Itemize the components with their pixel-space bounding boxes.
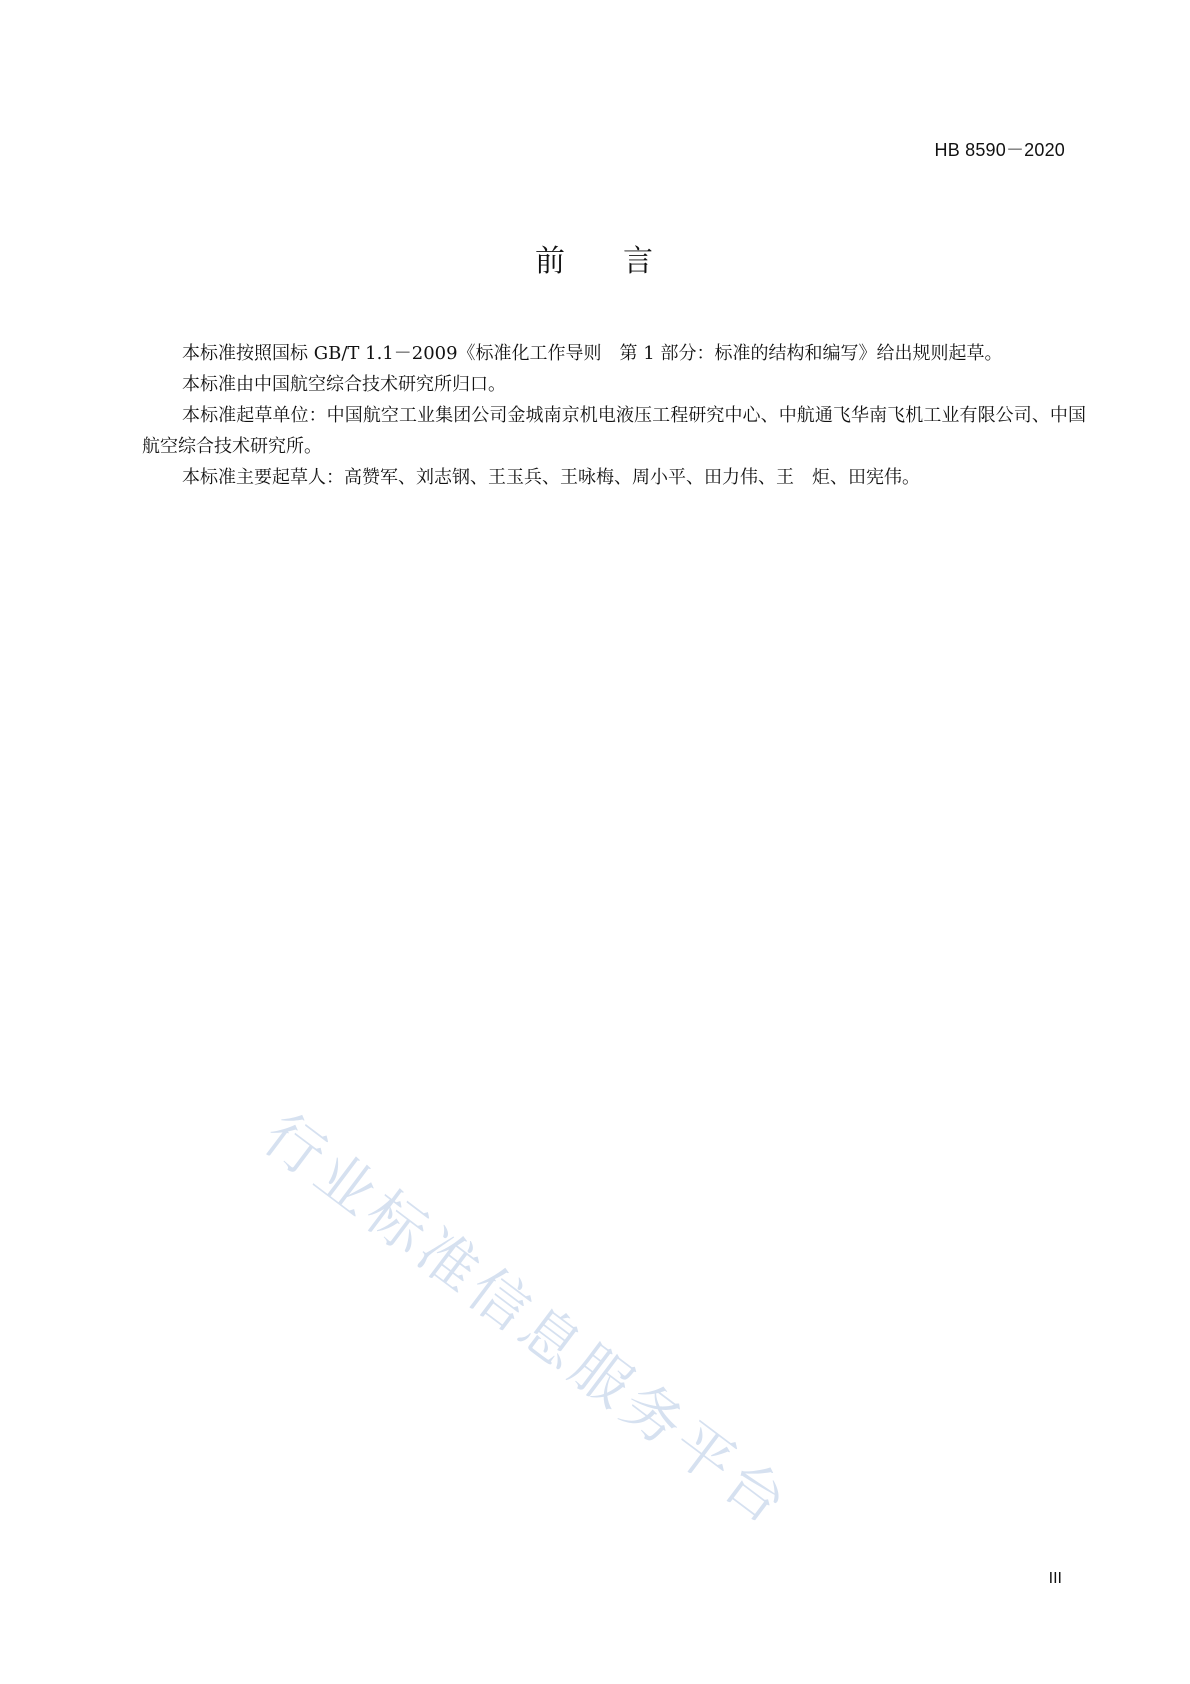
page-number: III — [1048, 1570, 1062, 1587]
title-char-2: 言 — [623, 244, 655, 279]
paragraph-administered-by: 本标准由中国航空综合技术研究所归口。 — [182, 374, 506, 395]
foreword-body — [142, 338, 1086, 493]
page-title — [0, 236, 1190, 280]
standard-code: HB 8590－2020 — [934, 140, 1065, 160]
paragraph-drafting-rules: 本标准按照国标 GB/T 1.1－2009《标准化工作导则 第 1 部分：标准的结构和编写》给出规则起草。 — [182, 343, 1003, 364]
paragraph-drafters: 本标准主要起草人：高赞军、刘志钢、王玉兵、王咏梅、周小平、田力伟、王 炬、田宪伟。 — [182, 467, 920, 488]
title-char-1: 前 — [535, 244, 567, 279]
watermark-text: 行业标准信息服务平台 — [251, 1100, 804, 1540]
paragraph-drafting-units: 本标准起草单位：中国航空工业集团公司金城南京机电液压工程研究中心、中航通飞华南飞机工业有限公司、中国航空综合技术研究所。 — [142, 405, 1086, 457]
